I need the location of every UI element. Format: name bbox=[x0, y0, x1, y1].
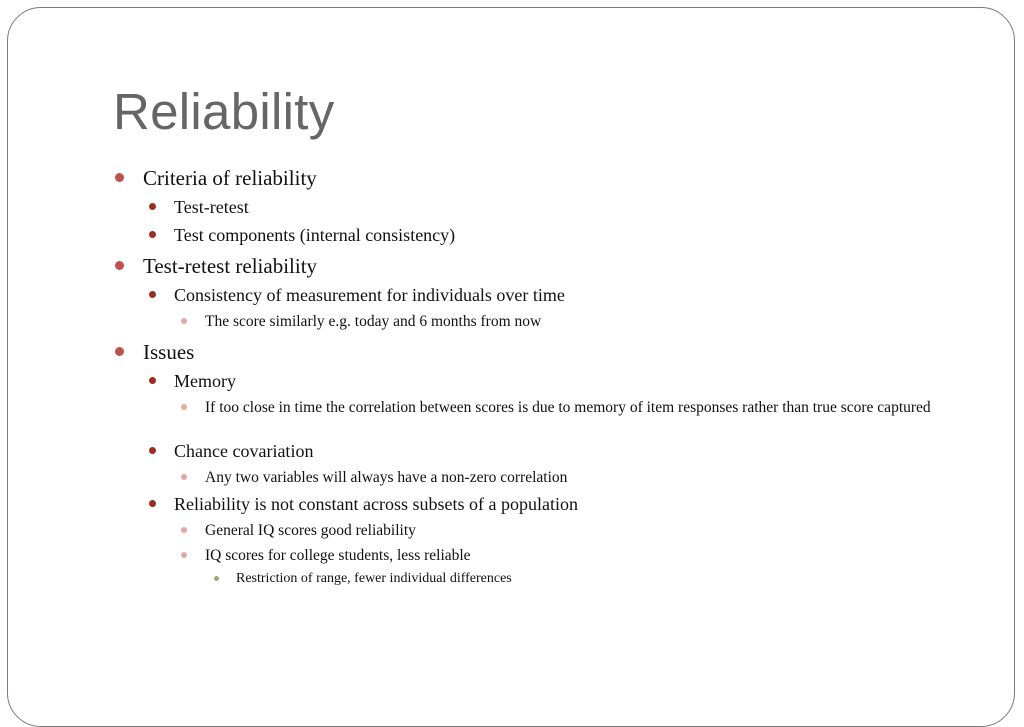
bullet-dot-icon bbox=[115, 173, 124, 182]
bullet-item-chance-covariation bbox=[174, 440, 313, 462]
bullet-dot-icon bbox=[149, 203, 156, 210]
bullet-text: Criteria of reliability bbox=[143, 166, 317, 190]
bullet-text: Test components (internal consistency) bbox=[174, 225, 456, 245]
bullet-dot-icon bbox=[149, 231, 156, 238]
bullet-dot-icon bbox=[149, 500, 156, 507]
bullet-text: Restriction of range, fewer individual differences bbox=[236, 571, 512, 586]
bullet-dot-icon bbox=[115, 261, 124, 270]
bullet-item-any-two-variables bbox=[205, 468, 567, 487]
bullet-text: Memory bbox=[174, 371, 236, 391]
bullet-text: Consistency of measurement for individuals over time bbox=[174, 285, 565, 305]
bullet-item-test-retest-reliability bbox=[143, 254, 317, 278]
bullet-item-criteria-of-reliability bbox=[143, 166, 317, 190]
bullet-text: Any two variables will always have a non-zero correlation bbox=[205, 469, 568, 486]
bullet-dot-icon bbox=[181, 527, 187, 533]
bullet-item-memory bbox=[174, 370, 236, 392]
bullet-text: Reliability is not constant across subsets of a population bbox=[174, 494, 578, 514]
bullet-text: The score similarly e.g. today and 6 months from now bbox=[205, 313, 542, 330]
bullet-dot-icon bbox=[181, 318, 187, 324]
bullet-text: General IQ scores good reliability bbox=[205, 522, 416, 539]
bullet-dot-icon bbox=[149, 447, 156, 454]
bullet-dot-icon bbox=[214, 576, 219, 581]
bullet-item-too-close-in-time bbox=[205, 398, 965, 417]
bullet-dot-icon bbox=[115, 347, 124, 356]
bullet-dot-icon bbox=[181, 404, 187, 410]
bullet-item-consistency bbox=[174, 284, 565, 306]
bullet-item-college-students bbox=[205, 546, 471, 565]
bullet-dot-icon bbox=[149, 377, 156, 384]
bullet-text: IQ scores for college students, less reliable bbox=[205, 547, 471, 564]
bullet-text: If too close in time the correlation between scores is due to memory of item responses rather than true score captured bbox=[205, 399, 931, 416]
bullet-text: Test-retest reliability bbox=[143, 254, 318, 278]
bullet-text: Issues bbox=[143, 340, 195, 364]
bullet-item-not-constant bbox=[174, 493, 578, 515]
bullet-item-restriction-of-range bbox=[236, 570, 512, 587]
bullet-item-general-iq bbox=[205, 521, 416, 540]
bullet-dot-icon bbox=[181, 474, 187, 480]
bullet-dot-icon bbox=[149, 291, 156, 298]
bullet-item-test-retest bbox=[174, 196, 249, 218]
bullet-item-issues bbox=[143, 340, 194, 364]
bullet-text: Chance covariation bbox=[174, 441, 314, 461]
bullet-item-test-components bbox=[174, 224, 455, 246]
bullet-item-score-similarly bbox=[205, 312, 541, 331]
slide-title: Reliability bbox=[113, 83, 335, 140]
bullet-dot-icon bbox=[181, 552, 187, 558]
bullet-text: Test-retest bbox=[174, 197, 249, 217]
